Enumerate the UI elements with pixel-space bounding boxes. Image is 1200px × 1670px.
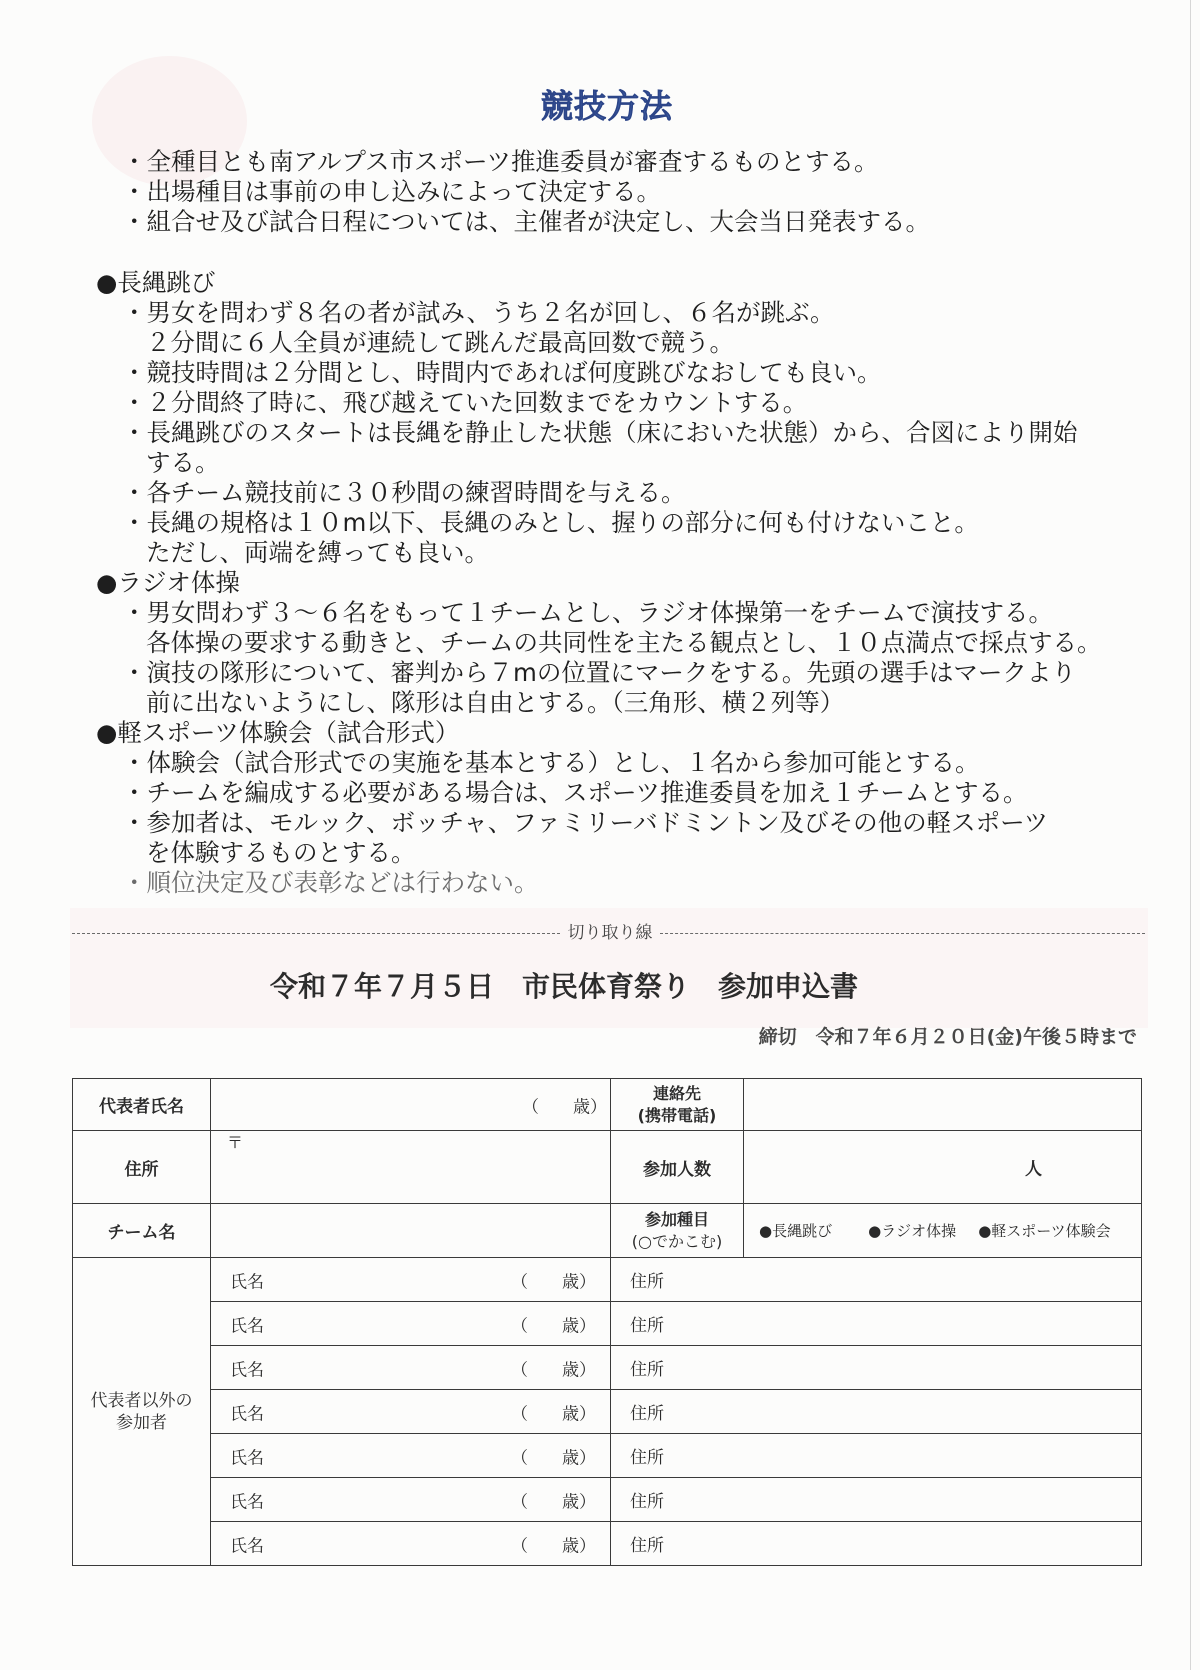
rule-line: ・体験会（試合形式での実施を基本とする）とし、１名から参加可能とする。 xyxy=(122,748,980,777)
events-label-line: 参加種目 xyxy=(644,1209,709,1229)
section-radio-exercise xyxy=(0,568,1200,718)
participant-address-label: 住所 xyxy=(630,1360,664,1380)
event-option-radio-exercise: ●ラジオ体操 xyxy=(868,1222,957,1240)
section-heading: ●ラジオ体操 xyxy=(96,568,240,597)
rule-line: ・男女を問わず８名の者が試み、うち２名が回し、６名が跳ぶ。 xyxy=(122,298,835,327)
rule-line-continued: ただし、両端を縛っても良い。 xyxy=(146,538,489,567)
rule-line-continued: を体験するものとする。 xyxy=(146,838,416,867)
rule-line: ・チームを編成する必要がある場合は、スポーツ推進委員を加え１チームとする。 xyxy=(122,778,1028,807)
rule-line: ・長縄跳びのスタートは長縄を静止した状態（床においた状態）から、合図により開始 xyxy=(122,418,1078,447)
address-field xyxy=(211,1131,611,1204)
page-title: 競技方法 xyxy=(540,87,673,125)
rule-line-continued: する。 xyxy=(146,448,220,477)
participant-row xyxy=(73,1258,1142,1302)
form-title: 令和７年７月５日 市民体育祭り 参加申込書 xyxy=(269,970,858,1003)
address-label: 住所 xyxy=(73,1131,211,1204)
participant-row xyxy=(73,1478,1142,1522)
contact-label xyxy=(611,1079,744,1131)
other-participants-label xyxy=(73,1258,211,1566)
participant-name-field xyxy=(211,1522,611,1566)
participant-row xyxy=(73,1302,1142,1346)
rule-line: ・各チーム競技前に３０秒間の練習時間を与える。 xyxy=(122,478,686,507)
participant-name-field xyxy=(211,1434,611,1478)
participant-name-label: 氏名 xyxy=(230,1272,264,1292)
participant-address-label: 住所 xyxy=(630,1536,664,1556)
rule-line: ・組合せ及び試合日程については、主催者が決定し、大会当日発表する。 xyxy=(122,207,931,236)
participant-name-label: 氏名 xyxy=(230,1492,264,1512)
cut-line xyxy=(72,933,560,934)
postal-mark: 〒 xyxy=(227,1133,244,1152)
participant-name-label: 氏名 xyxy=(230,1404,264,1424)
team-name-field xyxy=(211,1204,611,1258)
event-options xyxy=(744,1220,1141,1241)
participant-name-field xyxy=(211,1258,611,1302)
contact-phone-field xyxy=(744,1079,1142,1131)
participant-name-field xyxy=(211,1390,611,1434)
participant-address-label: 住所 xyxy=(630,1492,664,1512)
participant-address-label: 住所 xyxy=(630,1272,664,1292)
rule-line: ・男女問わず３～６名をもって１チームとし、ラジオ体操第一をチームで演技する。 xyxy=(122,598,1053,627)
rule-line-continued: 各体操の要求する動きと、チームの共同性を主たる観点とし、１０点満点で採点する。 xyxy=(146,628,1102,657)
section-light-sports xyxy=(0,718,1200,898)
contact-label-line: (携帯電話) xyxy=(637,1105,717,1125)
headcount-label: 参加人数 xyxy=(611,1131,744,1204)
representative-name-field xyxy=(211,1079,611,1131)
participant-age-field: （ 歳） xyxy=(511,1492,596,1512)
representative-name-label: 代表者氏名 xyxy=(73,1079,211,1131)
participant-address-field xyxy=(611,1522,1142,1566)
rule-line: ・出場種目は事前の申し込みによって決定する。 xyxy=(122,177,661,206)
events-label xyxy=(611,1204,744,1258)
participant-name-label: 氏名 xyxy=(230,1536,264,1556)
contact-label-line: 連絡先 xyxy=(652,1083,701,1103)
section-heading: ●長縄跳び xyxy=(96,268,216,297)
other-participants-label-line: 代表者以外の xyxy=(90,1390,193,1411)
participant-name-label: 氏名 xyxy=(230,1360,264,1380)
rule-line-continued: ２分間に６人全員が連続して跳んだ最高回数で競う。 xyxy=(146,328,734,357)
participant-age-field: （ 歳） xyxy=(511,1272,596,1292)
rule-line: ・全種目とも南アルプス市スポーツ推進委員が審査するものとする。 xyxy=(122,147,879,176)
rule-line: ・順位決定及び表彰などは行わない。 xyxy=(122,868,539,897)
cut-line-label: 切り取り線 xyxy=(567,923,653,943)
general-rules xyxy=(0,147,1200,237)
section-long-rope xyxy=(0,268,1200,568)
rule-line: ・競技時間は２分間とし、時間内であれば何度跳びなおしても良い。 xyxy=(122,358,882,387)
representative-row xyxy=(73,1079,1142,1131)
rule-line: ・２分間終了時に、飛び越えていた回数までをカウントする。 xyxy=(122,388,808,417)
participant-name-field xyxy=(211,1302,611,1346)
participant-age-field: （ 歳） xyxy=(511,1360,596,1380)
events-label-line: (○でかこむ) xyxy=(631,1231,723,1251)
participant-row xyxy=(73,1522,1142,1566)
participant-address-field xyxy=(611,1302,1142,1346)
participant-address-label: 住所 xyxy=(630,1404,664,1424)
headcount-field xyxy=(744,1131,1142,1204)
team-name-label: チーム名 xyxy=(73,1204,211,1258)
participant-address-field xyxy=(611,1434,1142,1478)
participant-address-field xyxy=(611,1390,1142,1434)
cut-line xyxy=(660,933,1145,934)
participant-row xyxy=(73,1390,1142,1434)
participant-address-field xyxy=(611,1346,1142,1390)
participant-address-field xyxy=(611,1258,1142,1302)
headcount-unit: 人 xyxy=(1025,1159,1042,1180)
participant-name-label: 氏名 xyxy=(230,1448,264,1468)
participant-age-field: （ 歳） xyxy=(511,1316,596,1336)
address-row xyxy=(73,1131,1142,1204)
participant-address-field xyxy=(611,1478,1142,1522)
representative-age-field: （ 歳） xyxy=(522,1097,607,1117)
event-option-long-rope: ●長縄跳び xyxy=(759,1222,833,1240)
participant-row xyxy=(73,1346,1142,1390)
rule-line: ・参加者は、モルック、ボッチャ、ファミリーバドミントン及びその他の軽スポーツ xyxy=(122,808,1049,837)
event-option-light-sports: ●軽スポーツ体験会 xyxy=(978,1222,1111,1240)
participant-row xyxy=(73,1434,1142,1478)
competition-rules xyxy=(0,147,1200,898)
section-heading: ●軽スポーツ体験会（試合形式） xyxy=(96,718,460,747)
participant-age-field: （ 歳） xyxy=(511,1448,596,1468)
participant-name-field xyxy=(211,1346,611,1390)
participant-age-field: （ 歳） xyxy=(511,1404,596,1424)
rule-line-continued: 前に出ないようにし、隊形は自由とする。（三角形、横２列等） xyxy=(146,688,845,717)
participant-age-field: （ 歳） xyxy=(511,1536,596,1556)
rule-line: ・演技の隊形について、審判から７mの位置にマークをする。先頭の選手はマークより xyxy=(122,658,1076,687)
participant-name-label: 氏名 xyxy=(230,1316,264,1336)
other-participants-label-line: 参加者 xyxy=(116,1412,167,1433)
events-field xyxy=(744,1204,1142,1258)
rule-line: ・長縄の規格は１０m以下、長縄のみとし、握りの部分に何も付けないこと。 xyxy=(122,508,979,537)
participant-name-field xyxy=(211,1478,611,1522)
deadline-note: 締切 令和７年６月２０日(金)午後５時まで xyxy=(758,1026,1137,1048)
participant-address-label: 住所 xyxy=(630,1448,664,1468)
team-row xyxy=(73,1204,1142,1258)
participant-address-label: 住所 xyxy=(630,1316,664,1336)
application-form-table xyxy=(72,1078,1142,1566)
